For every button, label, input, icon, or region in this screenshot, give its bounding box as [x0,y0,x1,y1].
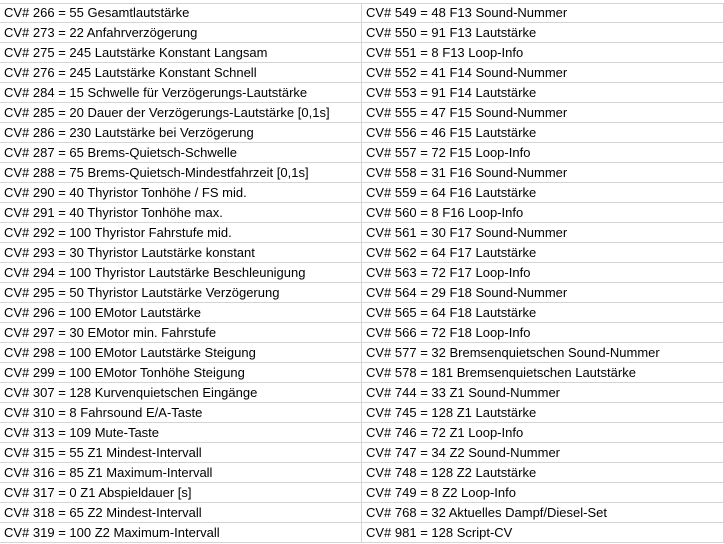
table-row[interactable]: CV# 293 = 30 Thyristor Lautstärke konstant [0,243,362,263]
table-row[interactable]: CV# 746 = 72 Z1 Loop-Info [362,423,724,443]
table-row[interactable]: CV# 748 = 128 Z2 Lautstärke [362,463,724,483]
table-row[interactable]: CV# 557 = 72 F15 Loop-Info [362,143,724,163]
table-row[interactable]: CV# 298 = 100 EMotor Lautstärke Steigung [0,343,362,363]
table-row[interactable]: CV# 266 = 55 Gesamtlautstärke [0,3,362,23]
table-row[interactable]: CV# 562 = 64 F17 Lautstärke [362,243,724,263]
table-row[interactable]: CV# 318 = 65 Z2 Mindest-Intervall [0,503,362,523]
table-row[interactable]: CV# 294 = 100 Thyristor Lautstärke Beschleunigung [0,263,362,283]
table-row[interactable]: CV# 291 = 40 Thyristor Tonhöhe max. [0,203,362,223]
table-row[interactable]: CV# 559 = 64 F16 Lautstärke [362,183,724,203]
table-row[interactable]: CV# 276 = 245 Lautstärke Konstant Schnell [0,63,362,83]
table-row[interactable]: CV# 310 = 8 Fahrsound E/A-Taste [0,403,362,423]
table-row[interactable]: CV# 287 = 65 Brems-Quietsch-Schwelle [0,143,362,163]
table-row[interactable]: CV# 551 = 8 F13 Loop-Info [362,43,724,63]
table-row[interactable]: CV# 549 = 48 F13 Sound-Nummer [362,3,724,23]
table-row[interactable]: CV# 561 = 30 F17 Sound-Nummer [362,223,724,243]
table-row[interactable]: CV# 292 = 100 Thyristor Fahrstufe mid. [0,223,362,243]
table-row[interactable]: CV# 284 = 15 Schwelle für Verzögerungs-Lautstärke [0,83,362,103]
table-row[interactable]: CV# 747 = 34 Z2 Sound-Nummer [362,443,724,463]
table-row[interactable]: CV# 768 = 32 Aktuelles Dampf/Diesel-Set [362,503,724,523]
table-row[interactable]: CV# 317 = 0 Z1 Abspieldauer [s] [0,483,362,503]
table-row[interactable]: CV# 552 = 41 F14 Sound-Nummer [362,63,724,83]
table-row[interactable]: CV# 285 = 20 Dauer der Verzögerungs-Lautstärke [0,1s] [0,103,362,123]
table-row[interactable]: CV# 749 = 8 Z2 Loop-Info [362,483,724,503]
table-row[interactable]: CV# 563 = 72 F17 Loop-Info [362,263,724,283]
table-row[interactable]: CV# 288 = 75 Brems-Quietsch-Mindestfahrzeit [0,1s] [0,163,362,183]
table-row[interactable]: CV# 307 = 128 Kurvenquietschen Eingänge [0,383,362,403]
table-row[interactable]: CV# 745 = 128 Z1 Lautstärke [362,403,724,423]
table-row[interactable]: CV# 296 = 100 EMotor Lautstärke [0,303,362,323]
table-row[interactable]: CV# 319 = 100 Z2 Maximum-Intervall [0,523,362,543]
table-row[interactable]: CV# 316 = 85 Z1 Maximum-Intervall [0,463,362,483]
table-row[interactable]: CV# 558 = 31 F16 Sound-Nummer [362,163,724,183]
table-row[interactable]: CV# 577 = 32 Bremsenquietschen Sound-Nummer [362,343,724,363]
table-row[interactable]: CV# 565 = 64 F18 Lautstärke [362,303,724,323]
table-row[interactable]: CV# 566 = 72 F18 Loop-Info [362,323,724,343]
table-row[interactable]: CV# 578 = 181 Bremsenquietschen Lautstärke [362,363,724,383]
table-row[interactable]: CV# 295 = 50 Thyristor Lautstärke Verzögerung [0,283,362,303]
table-row[interactable]: CV# 553 = 91 F14 Lautstärke [362,83,724,103]
table-row[interactable]: CV# 286 = 230 Lautstärke bei Verzögerung [0,123,362,143]
right-column [362,3,724,543]
table-row[interactable]: CV# 297 = 30 EMotor min. Fahrstufe [0,323,362,343]
table-row[interactable]: CV# 981 = 128 Script-CV [362,523,724,543]
table-row[interactable]: CV# 744 = 33 Z1 Sound-Nummer [362,383,724,403]
table-row[interactable]: CV# 556 = 46 F15 Lautstärke [362,123,724,143]
table-row[interactable]: CV# 273 = 22 Anfahrverzögerung [0,23,362,43]
table-row[interactable]: CV# 299 = 100 EMotor Tonhöhe Steigung [0,363,362,383]
table-row[interactable]: CV# 550 = 91 F13 Lautstärke [362,23,724,43]
table-row[interactable]: CV# 313 = 109 Mute-Taste [0,423,362,443]
table-row[interactable]: CV# 564 = 29 F18 Sound-Nummer [362,283,724,303]
table-row[interactable]: CV# 560 = 8 F16 Loop-Info [362,203,724,223]
table-row[interactable]: CV# 555 = 47 F15 Sound-Nummer [362,103,724,123]
table-row[interactable]: CV# 290 = 40 Thyristor Tonhöhe / FS mid. [0,183,362,203]
table-row[interactable]: CV# 315 = 55 Z1 Mindest-Intervall [0,443,362,463]
table-row[interactable]: CV# 275 = 245 Lautstärke Konstant Langsam [0,43,362,63]
left-column [0,3,362,543]
